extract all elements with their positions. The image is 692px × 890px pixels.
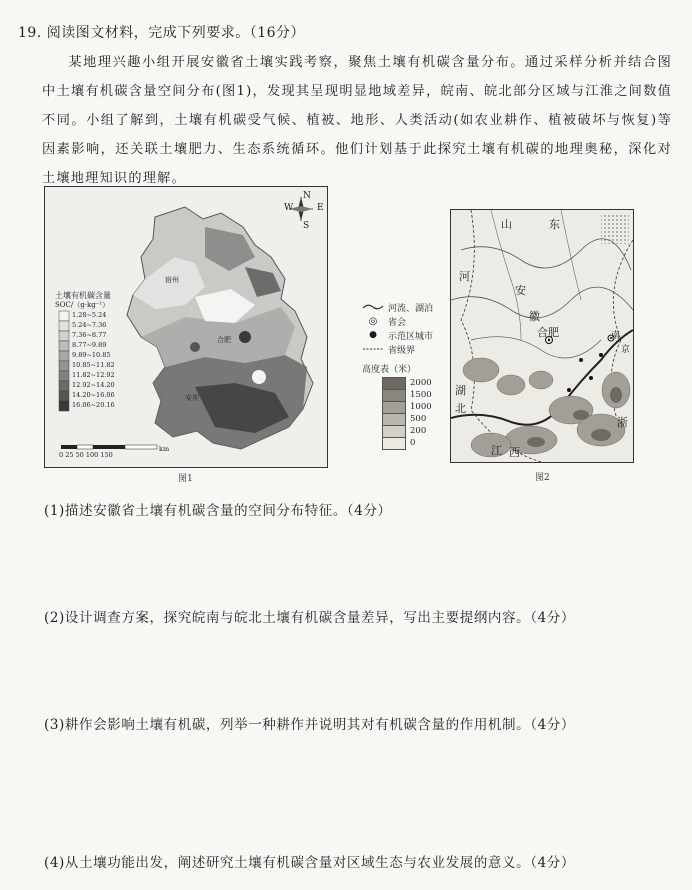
figure-2-caption: 图2 [535,473,550,483]
compass-s: S [303,221,310,231]
question-paragraph: 某地理兴趣小组开展安徽省土壤实践考察，聚焦土壤有机碳含量分布。通过采样分析并结合图中土壤有机碳含量空间分布(图1)，发现其呈现明显地域差异，皖南、皖北部分区域与江淮之间数值不同。小组了解到，土壤有机碳受气候、植被、地形、人类活动(如农业耕作、植被破坏与恢复)等因素影响，还关联土壤肥力、生态系统循环。他们计划基于此探究土壤有机碳的地理奥秘，深化对土壤地理知识的理解。 [42,55,672,186]
legend-river [362,300,450,314]
fig2-label-xi: 西 [509,446,520,459]
fig2-label-zhe: 浙 [617,416,628,429]
legend-city [362,328,450,342]
elevation-ramp [382,377,450,449]
legend-capital-label: 省会 [388,317,407,328]
fig2-label-he: 河 [459,270,470,283]
fig2-label-hu: 湖 [455,384,466,397]
legend-item: 10.85~11.82 [72,361,115,369]
legend-item: 5.24~7.36 [72,321,107,329]
compass-e: E [317,203,324,213]
compass-n: N [303,191,311,201]
fig2-label-hefei: 合肥 [537,326,559,339]
fig2-label-shan: 山 [501,218,512,231]
fig1-legend-title: 土壤有机碳含量 [55,291,111,300]
legend-item: 11.82~12.92 [72,371,115,379]
fig2-label-an: 安 [515,284,526,297]
map-label-hefei: 合肥 [217,336,231,344]
legend-river-label: 河流、湖泊 [388,303,434,314]
river-icon [362,302,384,312]
legend-capital [362,314,450,328]
legend-boundary-label: 省级界 [388,345,416,356]
figure-1-map [44,186,328,468]
fig2-label-nan: 南 [611,331,621,341]
legend-item: 7.36~8.77 [72,331,107,339]
question-title: 19. 阅读图文材料，完成下列要求。（16分） [18,25,306,41]
fig2-label-hui: 徽 [529,310,540,323]
fig2-label-dong: 东 [549,218,560,231]
legend-city-label: 示范区城市 [388,331,434,342]
scale-text: 0 25 50 100 150 [59,451,113,459]
map-label-anqing: 安庆 [185,394,199,402]
subquestion-2: (2)设计调查方案，探究皖南与皖北土壤有机碳含量差异，写出主要提纲内容。（4分） [44,610,575,626]
elevation-value: 1000 [410,402,432,412]
boundary-icon [362,344,384,354]
elevation-value: 0 [410,438,416,448]
elevation-title: 高度表（米） [362,365,417,375]
figure-1-caption: 图1 [178,474,193,484]
elevation-value: 500 [410,414,427,424]
figure-2-legend [362,300,450,449]
legend-item: 8.77~9.89 [72,341,107,349]
fig1-legend-items [72,310,115,410]
elevation-value: 1500 [410,390,432,400]
subquestion-1: (1)描述安徽省土壤有机碳含量的空间分布特征。（4分） [44,503,392,519]
fig1-legend-ramp [59,311,69,411]
capital-icon: ◎ [368,315,378,327]
map-label-suzhou: 宿州 [165,276,179,284]
legend-item: 9.89~10.85 [72,351,111,359]
fig2-label-jing: 京 [621,345,631,355]
elevation-value: 2000 [410,378,432,388]
fig2-label-jiang: 江 [491,444,502,457]
legend-boundary [362,342,450,356]
subquestion-3: (3)耕作会影响土壤有机碳，列举一种耕作并说明其对有机碳含量的作用机制。（4分） [44,717,575,733]
elevation-value: 200 [410,426,427,436]
subquestion-4: (4)从土壤功能出发，阐述研究土壤有机碳含量对区域生态与农业发展的意义。（4分） [44,855,575,871]
scale-unit: km [159,445,170,453]
legend-item: 16.06~20.16 [72,401,115,409]
legend-item: 1.28~5.24 [72,311,107,319]
city-dot-icon: ● [369,330,377,340]
fig2-label-bei: 北 [455,402,466,415]
compass-w: W [284,203,294,213]
figure-2-map [450,209,634,463]
legend-item: 12.92~14.20 [72,381,115,389]
fig1-legend-unit: SOC/（g·kg⁻¹） [55,301,110,309]
scale-bar [61,445,157,449]
legend-item: 14.20~16.06 [72,391,115,399]
